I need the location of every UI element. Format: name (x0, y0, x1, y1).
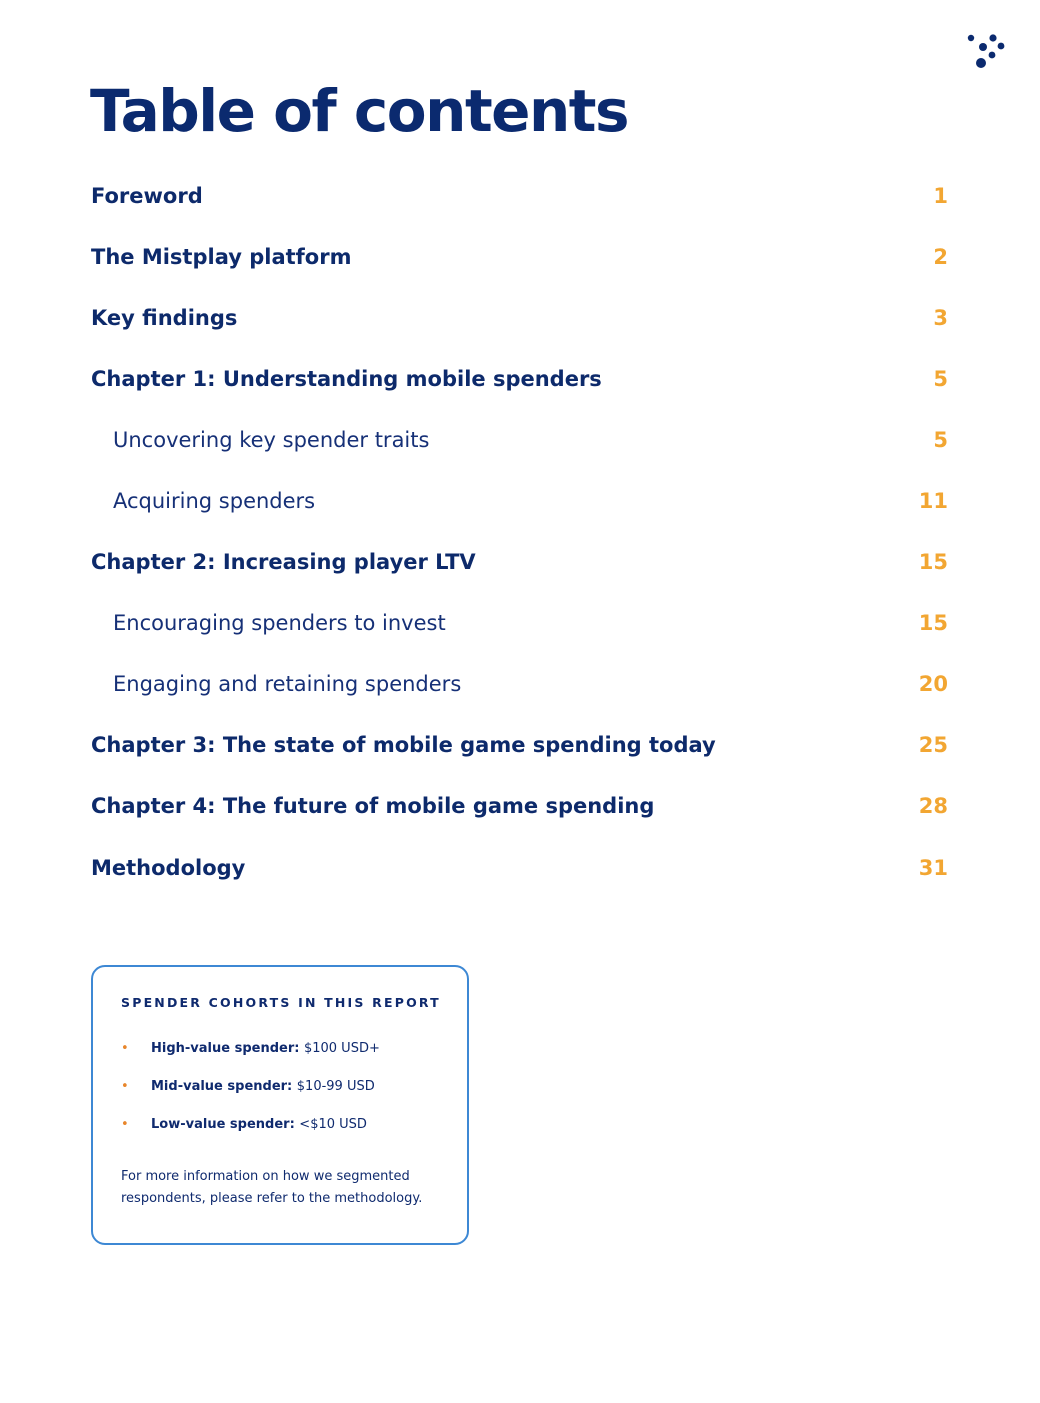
toc-entry[interactable] (91, 287, 948, 348)
toc-entry-label: Uncovering key spender traits (113, 427, 430, 452)
toc-entry-page: 11 (918, 489, 948, 514)
toc-entry-label: Key findings (91, 305, 238, 330)
table-of-contents (91, 165, 948, 898)
toc-entry[interactable] (91, 837, 948, 898)
cohort-note: For more information on how we segmented respondents, please refer to the methodology. (121, 1169, 423, 1206)
toc-entry-label: The Mistplay platform (91, 244, 352, 269)
toc-entry-label: Acquiring spenders (113, 489, 316, 514)
cohort-item (121, 1116, 441, 1154)
cohort-name: Low-value spender: (151, 1117, 300, 1132)
toc-entry-page: 15 (918, 550, 948, 575)
toc-entry-page: 15 (918, 611, 948, 636)
toc-entry[interactable] (91, 470, 948, 531)
bullet-icon: • (121, 1041, 129, 1056)
toc-entry-page: 3 (933, 305, 948, 330)
cohort-name: Mid-value spender: (151, 1079, 297, 1094)
page-title: Table of contents (90, 77, 629, 145)
cohort-value: $10-99 USD (296, 1079, 375, 1094)
toc-entry-label: Methodology (91, 855, 246, 880)
toc-entry-label: Chapter 3: The state of mobile game spending today (91, 733, 716, 758)
toc-entry-label: Chapter 1: Understanding mobile spenders (91, 366, 602, 391)
toc-entry-label: Foreword (91, 183, 203, 208)
dots-logo-icon (962, 32, 1008, 72)
toc-entry[interactable] (91, 226, 948, 287)
toc-entry[interactable] (91, 165, 948, 226)
toc-entry-label: Chapter 4: The future of mobile game spending (91, 794, 655, 819)
toc-entry-label: Engaging and retaining spenders (113, 672, 462, 697)
toc-entry-page: 31 (918, 855, 948, 880)
toc-entry-page: 25 (918, 733, 948, 758)
cohort-value: $100 USD+ (303, 1041, 380, 1056)
cohort-name: High-value spender: (151, 1041, 304, 1056)
toc-entry-label: Encouraging spenders to invest (113, 611, 446, 636)
cohort-box-title: SPENDER COHORTS IN THIS REPORT (121, 995, 441, 1010)
toc-entry[interactable] (91, 532, 948, 593)
toc-entry[interactable] (91, 593, 948, 654)
toc-entry[interactable] (91, 348, 948, 409)
toc-entry-page: 1 (933, 183, 948, 208)
toc-entry-page: 2 (933, 244, 948, 269)
toc-entry[interactable] (91, 715, 948, 776)
bullet-icon: • (121, 1079, 129, 1094)
toc-entry[interactable] (91, 409, 948, 470)
toc-entry[interactable] (91, 776, 948, 837)
toc-entry[interactable] (91, 654, 948, 715)
cohort-value: <$10 USD (299, 1117, 367, 1132)
cohort-item (121, 1078, 441, 1116)
bullet-icon: • (121, 1117, 129, 1132)
toc-entry-page: 5 (933, 366, 948, 391)
spender-cohorts-box (91, 965, 469, 1245)
cohort-item (121, 1040, 441, 1078)
toc-entry-page: 20 (918, 672, 948, 697)
toc-entry-page: 28 (918, 794, 948, 819)
toc-entry-label: Chapter 2: Increasing player LTV (91, 550, 476, 575)
cohort-list (121, 1040, 441, 1154)
toc-entry-page: 5 (933, 427, 948, 452)
